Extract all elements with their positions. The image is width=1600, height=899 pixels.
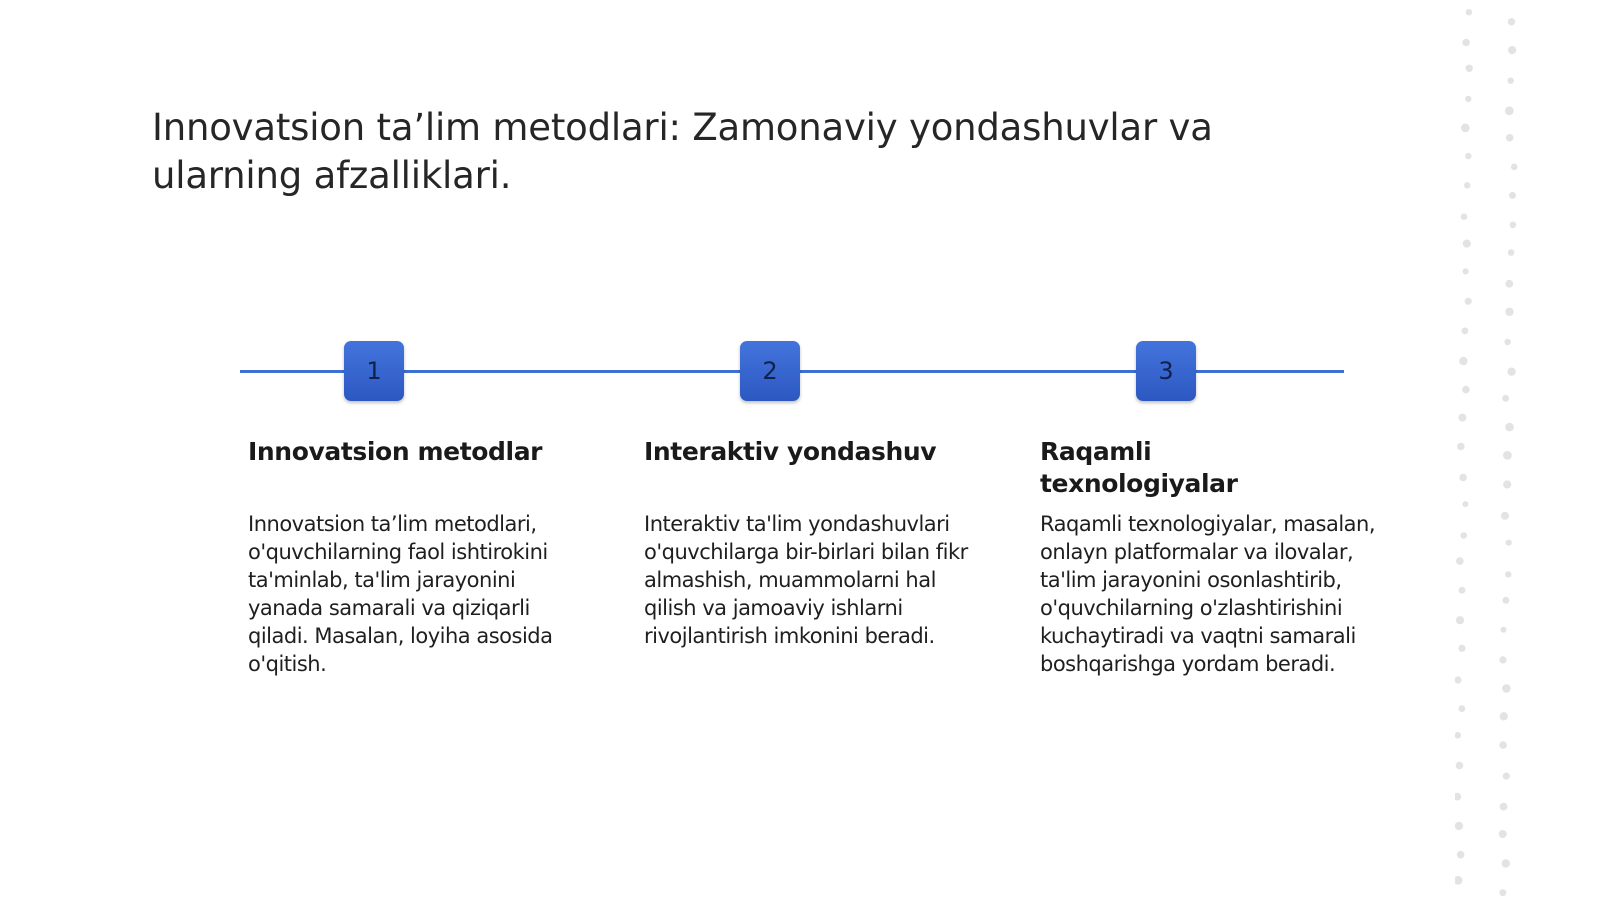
decorative-dots bbox=[1455, 0, 1545, 899]
decor-dot bbox=[1458, 645, 1465, 652]
decor-dot bbox=[1462, 501, 1468, 507]
decor-dot bbox=[1462, 39, 1470, 47]
decor-dot bbox=[1502, 395, 1509, 402]
decor-dot bbox=[1465, 298, 1472, 305]
decor-dot bbox=[1505, 106, 1514, 115]
decor-dot bbox=[1455, 876, 1463, 885]
step-marker-2: 2 bbox=[740, 341, 800, 401]
decor-dot bbox=[1462, 327, 1469, 334]
decor-dot bbox=[1465, 153, 1471, 159]
decor-dot bbox=[1505, 308, 1513, 316]
decor-dot bbox=[1463, 240, 1471, 248]
decor-dot bbox=[1502, 684, 1511, 693]
decor-dot bbox=[1459, 587, 1466, 594]
decor-dot bbox=[1508, 78, 1514, 84]
decor-dot bbox=[1458, 414, 1466, 422]
decor-dot bbox=[1499, 889, 1506, 896]
decor-dot bbox=[1503, 773, 1510, 780]
decor-dot bbox=[1459, 474, 1467, 482]
step-column-3 bbox=[1040, 436, 1376, 676]
step-column-1 bbox=[248, 436, 588, 676]
decor-dot bbox=[1456, 762, 1464, 770]
decor-dot bbox=[1455, 732, 1461, 739]
decor-dot bbox=[1506, 540, 1512, 546]
decor-dot bbox=[1507, 368, 1515, 376]
decor-dot bbox=[1464, 182, 1470, 188]
decor-dot bbox=[1505, 423, 1514, 432]
decor-dot bbox=[1504, 339, 1510, 345]
decor-dot bbox=[1505, 280, 1513, 288]
decor-dot bbox=[1499, 830, 1507, 838]
decor-dot bbox=[1499, 741, 1507, 749]
decor-dot bbox=[1456, 616, 1464, 624]
decor-dot bbox=[1459, 357, 1467, 365]
decor-dot bbox=[1455, 676, 1462, 683]
step-marker-3: 3 bbox=[1136, 341, 1196, 401]
step-heading: Innovatsion metodlar bbox=[248, 437, 543, 466]
decor-dot bbox=[1455, 793, 1461, 801]
decor-dot bbox=[1508, 46, 1516, 54]
decor-dot bbox=[1457, 443, 1465, 451]
decor-dot bbox=[1466, 65, 1473, 72]
decor-dot bbox=[1506, 134, 1514, 142]
decor-dot bbox=[1508, 18, 1515, 25]
decor-dot bbox=[1508, 249, 1515, 256]
step-description: Raqamli texnologiyalar, masalan, onlayn platformalar va ilovalar, ta'lim jarayonini osonlashtirib, o'quvchilarning o'zlashtirishini kuchaytiradi va vaqtni samarali boshqarishga yordam beradi. bbox=[1040, 512, 1376, 676]
decor-dot bbox=[1509, 192, 1516, 199]
decor-dot bbox=[1462, 386, 1470, 394]
decor-dot bbox=[1503, 480, 1511, 488]
decor-dot bbox=[1501, 512, 1509, 520]
decor-dot bbox=[1459, 705, 1466, 712]
decor-dot bbox=[1456, 557, 1464, 565]
decor-dot bbox=[1461, 213, 1468, 220]
decor-dot bbox=[1455, 822, 1463, 830]
decor-dot bbox=[1461, 124, 1470, 133]
slide-title: Innovatsion ta’lim metodlari: Zamonaviy yondashuvlar va ularning afzalliklari. bbox=[152, 106, 1213, 197]
decor-dot bbox=[1503, 451, 1512, 460]
step-marker-1: 1 bbox=[344, 341, 404, 401]
decor-dot bbox=[1510, 222, 1517, 229]
step-column-2 bbox=[644, 436, 968, 648]
decor-dot bbox=[1502, 859, 1510, 867]
decor-dot bbox=[1502, 597, 1509, 604]
decor-dot bbox=[1500, 712, 1508, 720]
decor-dot bbox=[1511, 164, 1518, 171]
decor-dot bbox=[1465, 96, 1471, 102]
decor-dot bbox=[1457, 851, 1465, 859]
step-heading: Raqamli texnologiyalar bbox=[1040, 437, 1238, 498]
decor-dot bbox=[1500, 803, 1508, 811]
step-description: Interaktiv ta'lim yondashuvlari o'quvchilarga bir-birlari bilan fikr almashish, muammolarni hal qilish va jamoaviy ishlarni rivojlantirish imkonini beradi. bbox=[644, 512, 968, 648]
decor-dot bbox=[1505, 571, 1511, 577]
decor-dot bbox=[1460, 532, 1467, 539]
decor-dot bbox=[1501, 627, 1507, 633]
step-heading: Interaktiv yondashuv bbox=[644, 437, 937, 466]
decor-dot bbox=[1466, 9, 1472, 15]
decor-dot bbox=[1499, 656, 1506, 663]
decor-dot bbox=[1463, 268, 1469, 274]
step-description: Innovatsion ta’lim metodlari, o'quvchilarning faol ishtirokini ta'minlab, ta'lim jarayonini yanada samarali va qiziqarli qiladi. Masalan, loyiha asosida o'qitish. bbox=[248, 512, 553, 676]
